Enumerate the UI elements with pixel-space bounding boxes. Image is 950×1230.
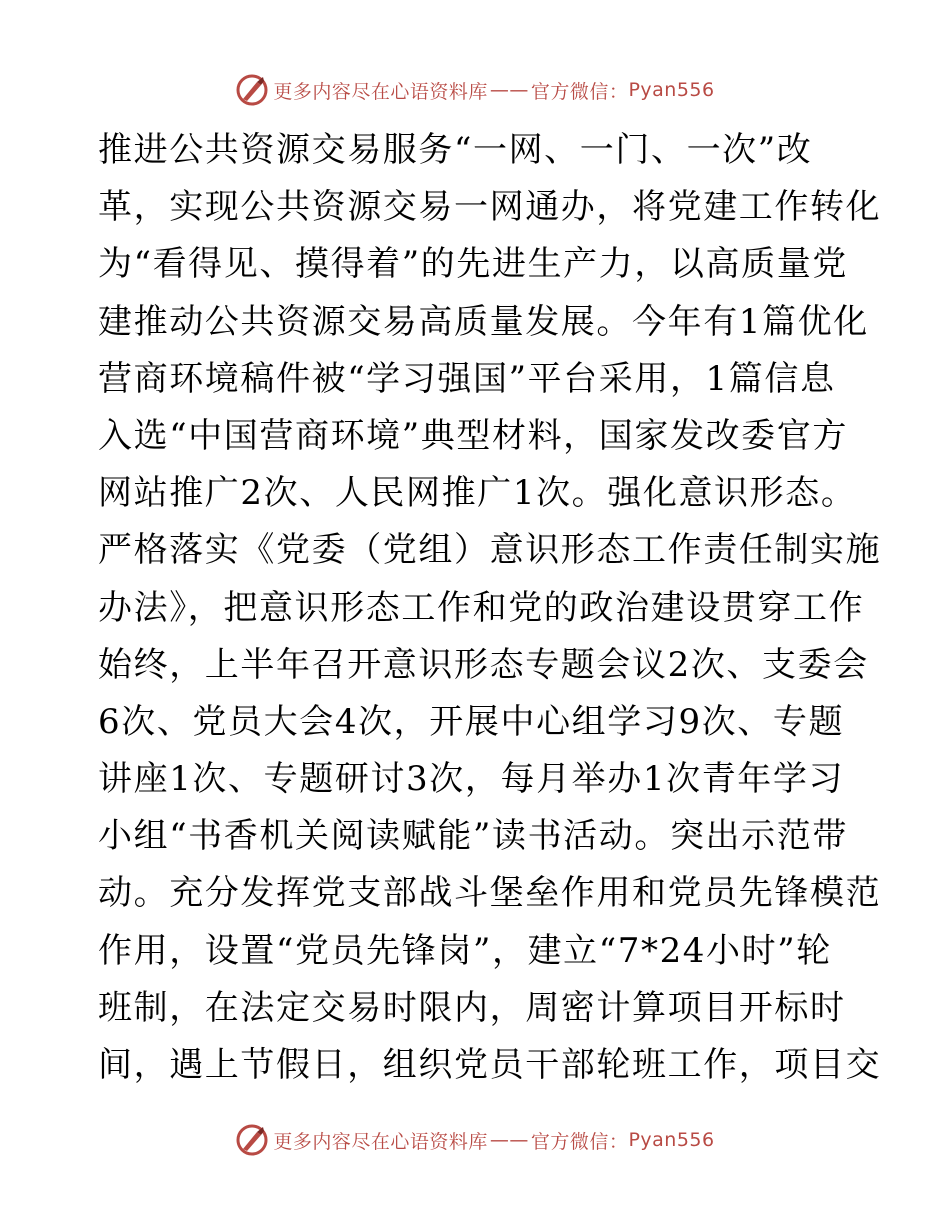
body-line: 建推动公共资源交易高质量发展。今年有1篇优化	[98, 301, 869, 342]
watermark-wechat-label: 官方微信：	[530, 1130, 629, 1153]
quill-pen-logo-icon	[235, 1123, 269, 1157]
body-line: 为“看得见、摸得着”的先进生产力，以高质量党	[98, 244, 848, 285]
watermark-main-text: 更多内容尽在心语资料库	[273, 1130, 488, 1153]
watermark-wechat-label: 官方微信：	[530, 80, 629, 103]
body-line: 办法》，把意识形态工作和党的政治建设贯穿工作	[98, 587, 865, 628]
body-line: 入选“中国营商环境”典型材料，国家发改委官方	[98, 415, 848, 456]
body-line: 班制，在法定交易时限内，周密计算项目开标时	[98, 987, 846, 1028]
body-line: 作用，设置“党员先锋岗”，建立“7*24小时”轮	[98, 930, 832, 971]
watermark-wechat-id: Pyan556	[628, 79, 715, 101]
body-line: 6次、党员大会4次，开展中心组学习9次、专题	[98, 701, 845, 742]
header-watermark	[0, 70, 950, 110]
watermark-separator: ——	[489, 1129, 529, 1151]
watermark-wechat-id: Pyan556	[628, 1129, 715, 1151]
body-line: 讲座1次、专题研讨3次，每月举办1次青年学习	[98, 759, 845, 800]
body-line: 小组“书香机关阅读赋能”读书活动。突出示范带	[98, 816, 848, 857]
body-line: 始终，上半年召开意识形态专题会议2次、支委会	[98, 644, 869, 685]
body-line: 动。充分发挥党支部战斗堡垒作用和党员先锋模范	[98, 873, 882, 914]
body-line: 网站推广2次、人民网推广1次。强化意识形态。	[98, 473, 857, 514]
body-line: 间，遇上节假日，组织党员干部轮班工作，项目交	[98, 1045, 882, 1085]
quill-pen-logo-icon	[235, 73, 269, 107]
document-body	[98, 122, 882, 1094]
watermark-separator: ——	[489, 79, 529, 101]
body-line: 营商环境稿件被“学习强国”平台采用，1篇信息	[98, 358, 836, 399]
footer-watermark	[0, 1120, 950, 1160]
watermark-main-text: 更多内容尽在心语资料库	[273, 80, 488, 103]
body-line: 推进公共资源交易服务“一网、一门、一次”改	[98, 130, 813, 170]
body-line: 革，实现公共资源交易一网通办，将党建工作转化	[98, 187, 882, 228]
body-line: 严格落实《党委（党组）意识形态工作责任制实施	[98, 530, 882, 571]
